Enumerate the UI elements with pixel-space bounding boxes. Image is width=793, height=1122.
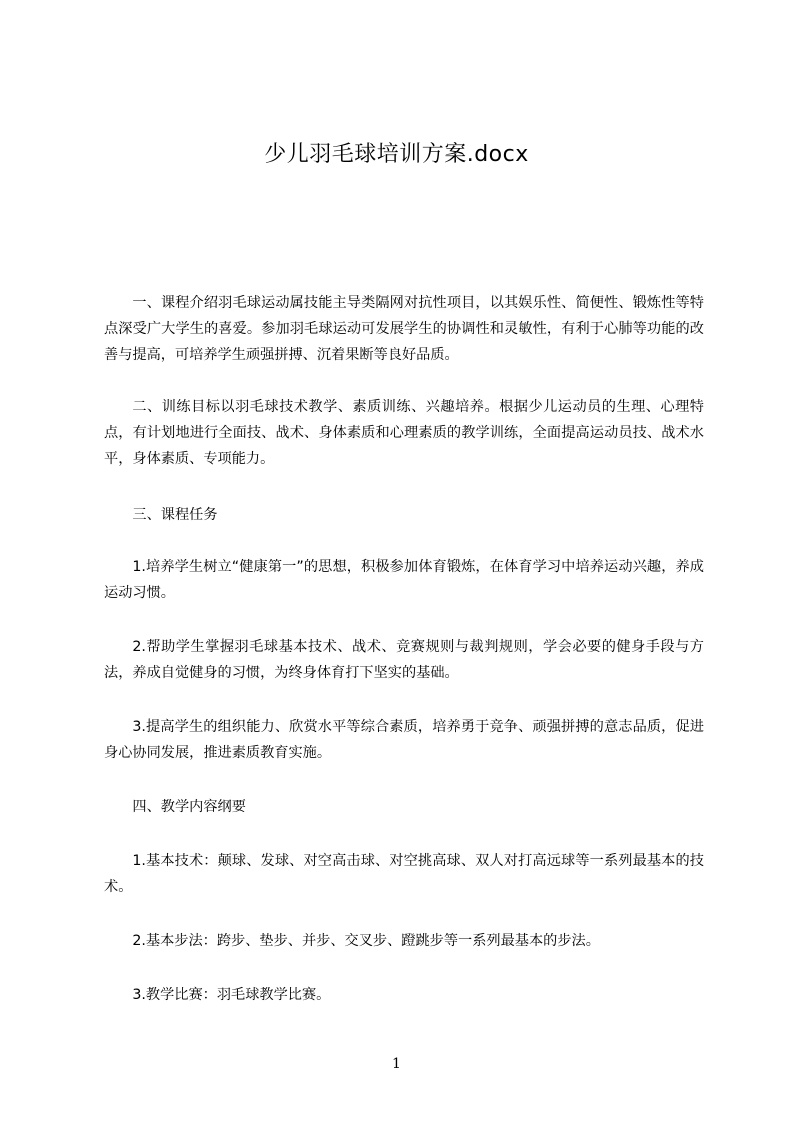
- paragraph-course-intro: 一、课程介绍羽毛球运动属技能主导类隔网对抗性项目，以其娱乐性、简便性、锻炼性等特点深受广大学生的喜爱。参加羽毛球运动可发展学生的协调性和灵敏性，有利于心肺等功能的改善与提高，可培养学生顽强拼搏、沉着果断等良好品质。: [104, 295, 704, 363]
- document-title: 少儿羽毛球培训方案.docx: [264, 142, 529, 167]
- heading-course-tasks: 三、课程任务: [132, 507, 218, 523]
- heading-teaching-outline: 四、教学内容纲要: [132, 799, 246, 815]
- paragraph-outline-3: 3.教学比赛：羽毛球教学比赛。: [132, 987, 331, 1003]
- paragraph-task-1: 1.培养学生树立“健康第一”的思想，积极参加体育锻炼，在体育学习中培养运动兴趣，养成运动习惯。: [104, 559, 704, 601]
- paragraph-outline-1: 1.基本技术：颠球、发球、对空高击球、对空挑高球、双人对打高远球等一系列最基本的技术。: [104, 853, 704, 895]
- page-number: 1: [392, 1056, 401, 1072]
- paragraph-task-2: 2.帮助学生掌握羽毛球基本技术、战术、竞赛规则与裁判规则，学会必要的健身手段与方法，养成自觉健身的习惯，为终身体育打下坚实的基础。: [104, 639, 704, 681]
- paragraph-task-3: 3.提高学生的组织能力、欣赏水平等综合素质，培养勇于竞争、顽强拼搏的意志品质，促进身心协同发展，推进素质教育实施。: [104, 719, 704, 761]
- paragraph-training-goals: 二、训练目标以羽毛球技术教学、素质训练、兴趣培养。根据少儿运动员的生理、心理特点，有计划地进行全面技、战术、身体素质和心理素质的教学训练，全面提高运动员技、战术水平，身体素质、专项能力。: [104, 399, 704, 467]
- paragraph-outline-2: 2.基本步法：跨步、垫步、并步、交叉步、蹬跳步等一系列最基本的步法。: [132, 933, 600, 949]
